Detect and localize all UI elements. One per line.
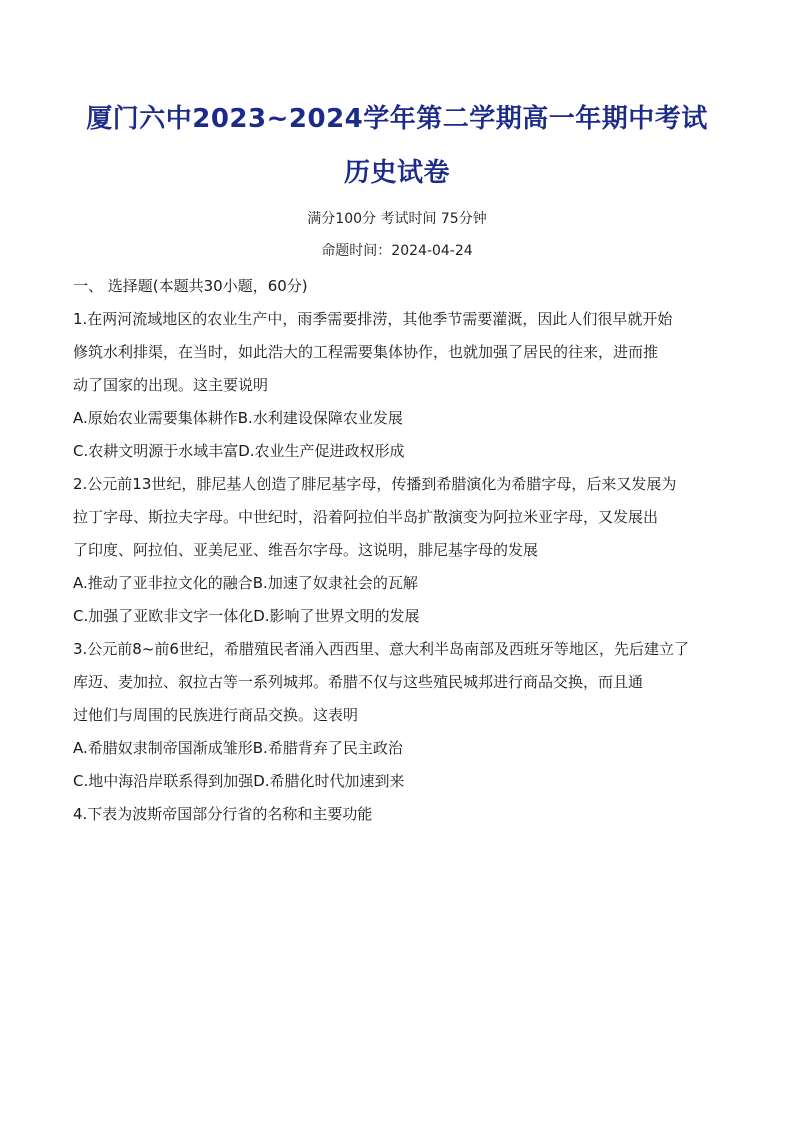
question-stem-line: 了印度、阿拉伯、亚美尼亚、维吾尔字母。这说明，腓尼基字母的发展: [73, 541, 539, 559]
score-and-time: 满分100分 考试时间 75分钟: [307, 211, 487, 227]
question-stem-line: 修筑水利排渠，在当时，如此浩大的工程需要集体协作，也就加强了居民的往来，进而推: [73, 343, 659, 361]
question-option-line: C.加强了亚欧非文字一体化D.影响了世界文明的发展: [73, 607, 420, 625]
question-stem-line: 2.公元前13世纪，腓尼基人创造了腓尼基字母，传播到希腊演化为希腊字母，后来又发展为: [73, 475, 677, 493]
question-stem-line: 3.公元前8~前6世纪，希腊殖民者涌入西西里、意大利半岛南部及西班牙等地区，先后建立了: [73, 640, 689, 658]
question-option-line: A.推动了亚非拉文化的融合B.加速了奴隶社会的瓦解: [73, 574, 418, 592]
question-stem-line: 拉丁字母、斯拉夫字母。中世纪时，沿着阿拉伯半岛扩散演变为阿拉米亚字母，又发展出: [73, 508, 659, 526]
question-stem-line: 过他们与周围的民族进行商品交换。这表明: [73, 706, 359, 724]
section-heading: 一、 选择题(本题共30小题，60分): [73, 277, 308, 295]
question-1: [73, 303, 723, 468]
question-stem-line: 4.下表为波斯帝国部分行省的名称和主要功能: [73, 805, 373, 823]
question-stem-line: 动了国家的出现。这主要说明: [73, 376, 269, 394]
question-3: [73, 633, 723, 798]
question-option-line: A.希腊奴隶制帝国渐成雏形B.希腊背弃了民主政治: [73, 739, 403, 757]
exam-title: 厦门六中2023~2024学年第二学期高一年期中考试: [86, 104, 708, 134]
question-stem-line: 库迈、麦加拉、叙拉古等一系列城邦。希腊不仅与这些殖民城邦进行商品交换，而且通: [73, 673, 644, 691]
question-option-line: C.农耕文明源于水域丰富D.农业生产促进政权形成: [73, 442, 405, 460]
exam-content: [73, 270, 723, 831]
question-option-line: C.地中海沿岸联系得到加强D.希腊化时代加速到来: [73, 772, 405, 790]
question-2: [73, 468, 723, 633]
exam-subject-title: 历史试卷: [343, 158, 450, 188]
question-option-line: A.原始农业需要集体耕作B.水利建设保障农业发展: [73, 409, 403, 427]
question-4: [73, 798, 723, 831]
created-date: 命题时间：2024-04-24: [321, 243, 473, 259]
question-stem-line: 1.在两河流域地区的农业生产中，雨季需要排涝，其他季节需要灌溉，因此人们很早就开始: [73, 310, 673, 328]
